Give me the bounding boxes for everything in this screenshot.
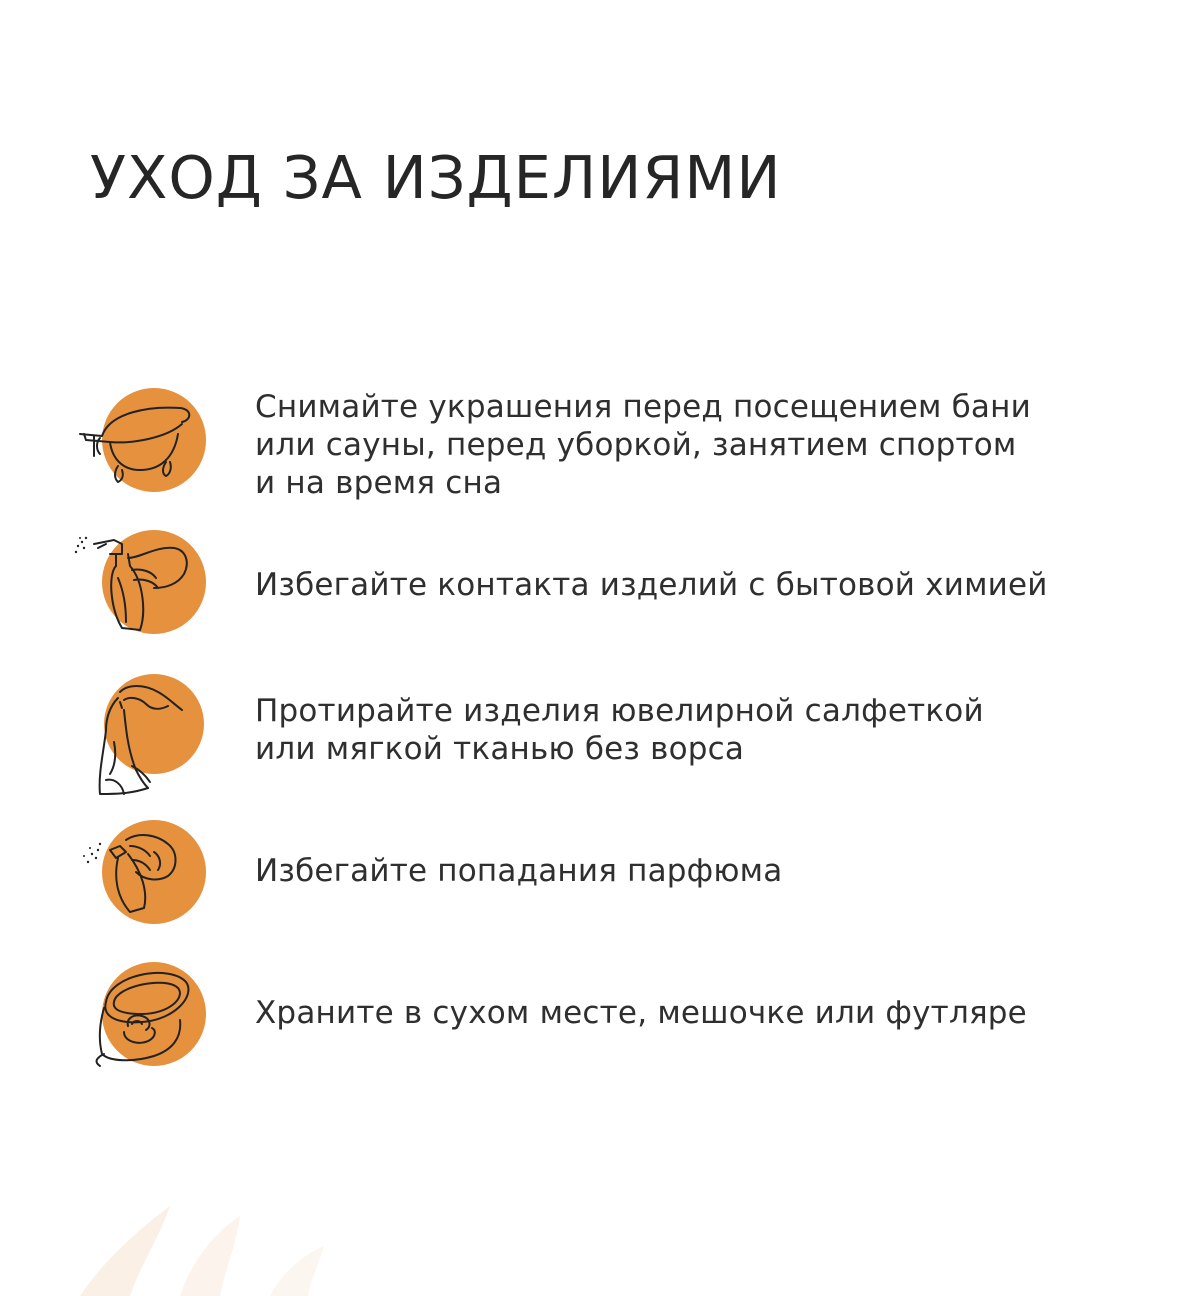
care-text-perfume: Избегайте попадания парфюма	[255, 853, 783, 889]
care-item-perfume	[0, 816, 1179, 956]
care-item-bath	[0, 372, 1179, 512]
hand-cloth-icon	[70, 670, 210, 810]
decorative-strokes	[60, 1176, 480, 1296]
care-item-cloth	[0, 670, 1179, 810]
care-text-storage: Храните в сухом месте, мешочке или футляре	[255, 995, 1027, 1031]
perfume-spray-icon	[70, 816, 210, 956]
care-item-chemicals	[0, 518, 1179, 658]
care-text-cloth: Протирайте изделия ювелирной салфеткой или мягкой тканью без ворса	[255, 693, 984, 767]
bathtub-icon	[70, 372, 210, 512]
care-text-bath: Снимайте украшения перед посещением бани или сауны, перед уборкой, занятием спортом и на время сна	[255, 389, 1031, 501]
page-title: УХОД ЗА ИЗДЕЛИЯМИ	[90, 143, 782, 212]
care-text-chemicals: Избегайте контакта изделий с бытовой химией	[255, 567, 1048, 603]
spray-bottle-icon	[70, 518, 210, 658]
jewelry-box-icon	[70, 958, 210, 1098]
care-item-storage	[0, 958, 1179, 1098]
